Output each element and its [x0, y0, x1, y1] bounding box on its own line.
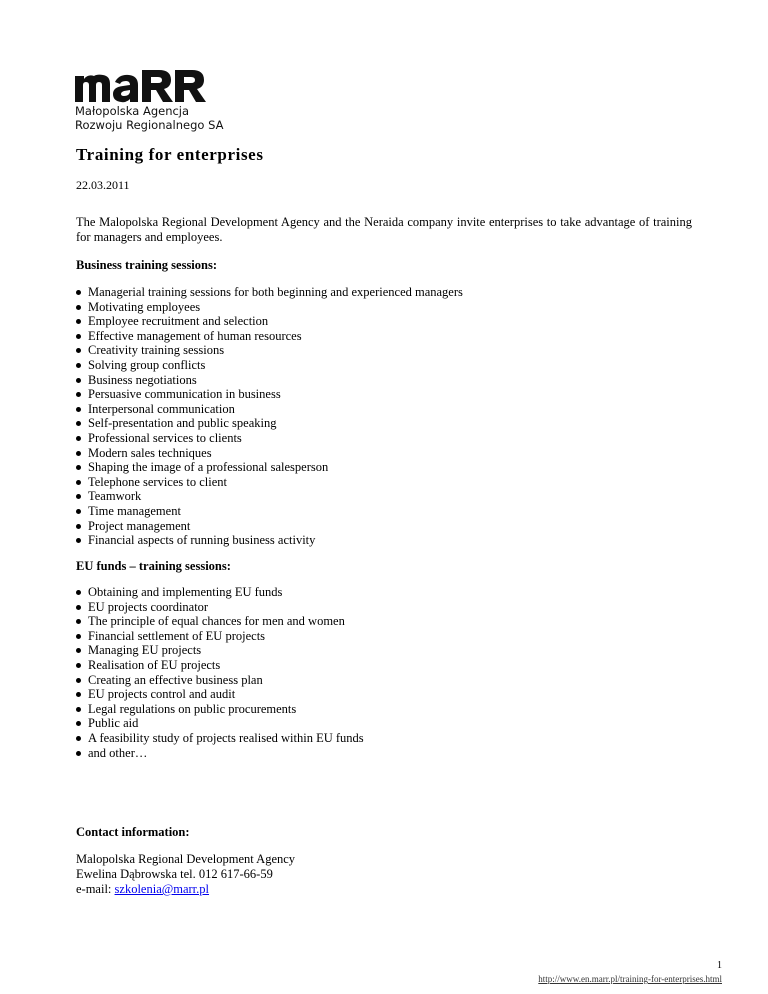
list-item: EU projects control and audit: [76, 687, 364, 702]
bullet-icon: [76, 465, 81, 470]
marr-logo: [75, 68, 224, 134]
list-item: Legal regulations on public procurements: [76, 702, 364, 717]
intro-paragraph: The Malopolska Regional Development Agency and the Neraida company invite enterprises to take advantage of training for managers and employees.: [76, 215, 692, 244]
bullet-icon: [76, 509, 81, 514]
list-item: Creating an effective business plan: [76, 673, 364, 688]
bullet-icon: [76, 736, 81, 741]
bullet-icon: [76, 392, 81, 397]
list-item: Managerial training sessions for both beginning and experienced managers: [76, 285, 463, 300]
list-item: Business negotiations: [76, 373, 463, 388]
list-item: Employee recruitment and selection: [76, 314, 463, 329]
page-number: 1: [717, 960, 722, 971]
logo-text-line-1: Małopolska Agencja: [75, 104, 190, 118]
bullet-icon: [76, 538, 81, 543]
contact-block: [76, 852, 295, 897]
list-item: EU projects coordinator: [76, 600, 364, 615]
list-item: Financial settlement of EU projects: [76, 629, 364, 644]
bullet-icon: [76, 334, 81, 339]
list-item: Project management: [76, 519, 463, 534]
list-item: Financial aspects of running business activity: [76, 533, 463, 548]
marr-wordmark-graphic: [75, 68, 213, 104]
list-item: Self-presentation and public speaking: [76, 416, 463, 431]
bullet-icon: [76, 305, 81, 310]
bullet-icon: [76, 363, 81, 368]
business-list: [76, 285, 463, 548]
bullet-icon: [76, 707, 81, 712]
email-link[interactable]: szkolenia@marr.pl: [114, 882, 210, 896]
bullet-icon: [76, 634, 81, 639]
bullet-icon: [76, 619, 81, 624]
bullet-icon: [76, 378, 81, 383]
bullet-icon: [76, 348, 81, 353]
bullet-icon: [76, 590, 81, 595]
bullet-icon: [76, 678, 81, 683]
bullet-icon: [76, 421, 81, 426]
page-title: Training for enterprises: [76, 145, 264, 164]
list-item: Professional services to clients: [76, 431, 463, 446]
list-item: Interpersonal communication: [76, 402, 463, 417]
list-item: Effective management of human resources: [76, 329, 463, 344]
bullet-icon: [76, 290, 81, 295]
list-item: Managing EU projects: [76, 643, 364, 658]
bullet-icon: [76, 451, 81, 456]
bullet-icon: [76, 524, 81, 529]
list-item: Time management: [76, 504, 463, 519]
list-item: and other…: [76, 746, 364, 761]
bullet-icon: [76, 648, 81, 653]
list-item: Shaping the image of a professional salesperson: [76, 460, 463, 475]
bullet-icon: [76, 751, 81, 756]
list-item: Telephone services to client: [76, 475, 463, 490]
bullet-icon: [76, 494, 81, 499]
list-item: Solving group conflicts: [76, 358, 463, 373]
bullet-icon: [76, 319, 81, 324]
publish-date: 22.03.2011: [76, 178, 130, 192]
list-item: Obtaining and implementing EU funds: [76, 585, 364, 600]
contact-heading: Contact information:: [76, 825, 190, 839]
eu-funds-heading: EU funds – training sessions:: [76, 559, 231, 573]
list-item: Persuasive communication in business: [76, 387, 463, 402]
list-item: The principle of equal chances for men and women: [76, 614, 364, 629]
bullet-icon: [76, 480, 81, 485]
contact-organisation: Malopolska Regional Development Agency: [76, 852, 296, 866]
list-item: Public aid: [76, 716, 364, 731]
list-item: A feasibility study of projects realised within EU funds: [76, 731, 364, 746]
list-item: Realisation of EU projects: [76, 658, 364, 673]
bullet-icon: [76, 436, 81, 441]
bullet-icon: [76, 692, 81, 697]
logo-text-line-2: Rozwoju Regionalnego SA: [75, 118, 224, 132]
bullet-icon: [76, 721, 81, 726]
email-label: e-mail:: [76, 882, 115, 896]
bullet-icon: [76, 605, 81, 610]
list-item: Creativity training sessions: [76, 343, 463, 358]
bullet-icon: [76, 407, 81, 412]
list-item: Motivating employees: [76, 300, 463, 315]
contact-email-line: [76, 882, 295, 897]
contact-person-phone: Ewelina Dąbrowska tel. 012 617-66-59: [76, 867, 273, 881]
list-item: Modern sales techniques: [76, 446, 463, 461]
list-item: Teamwork: [76, 489, 463, 504]
eu-funds-list: [76, 585, 364, 760]
footer-url: http://www.en.marr.pl/training-for-enterprises.html: [538, 974, 722, 984]
bullet-icon: [76, 663, 81, 668]
business-heading: Business training sessions:: [76, 258, 218, 272]
